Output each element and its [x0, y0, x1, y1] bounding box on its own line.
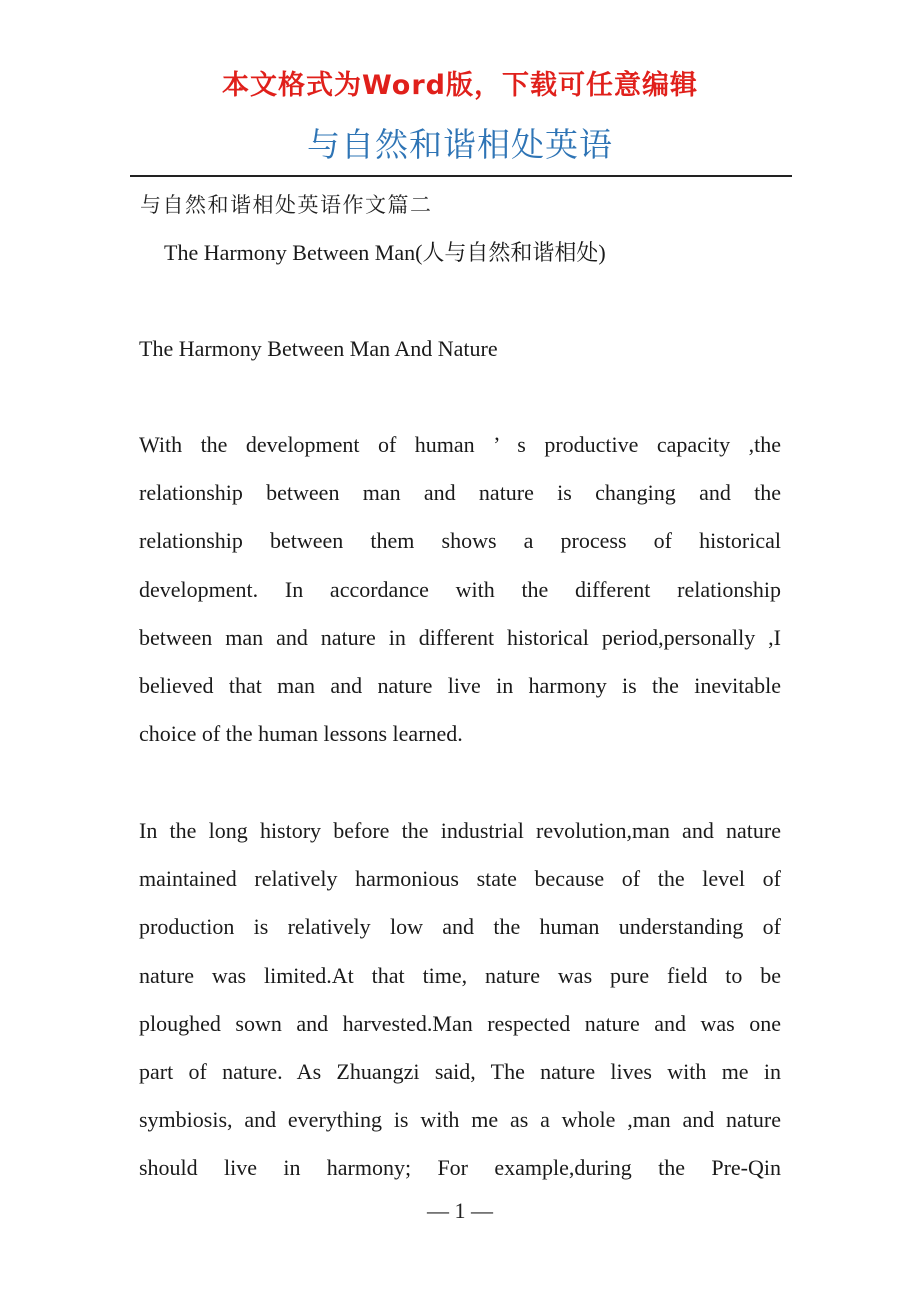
document-title: 与自然和谐相处英语 — [307, 125, 613, 164]
paragraph-2 — [139, 807, 781, 1193]
paragraph-line: symbiosis, and everything is with me as a whole ,man and nature — [139, 1107, 781, 1133]
paragraph-line: maintained relatively harmonious state because of the level of — [139, 866, 781, 892]
paragraph-line: development. In accordance with the different relationship — [139, 576, 781, 602]
paragraph-line: In the long history before the industrial revolution,man and nature — [139, 818, 781, 843]
paragraph-line: With the development of human ’ s productive capacity ,the — [139, 432, 781, 457]
format-banner: 本文格式为Word版，下载可任意编辑 — [221, 70, 698, 101]
title-divider — [130, 175, 792, 177]
subtitle-chinese: 与自然和谐相处英语作文篇二 — [140, 193, 433, 217]
paragraph-line: production is relatively low and the human understanding of — [139, 914, 781, 940]
page-number: — 1 — — [427, 1198, 493, 1223]
paragraph-line: relationship between them shows a process of historical — [139, 528, 781, 554]
paragraph-line: relationship between man and nature is changing and the — [139, 480, 781, 506]
paragraph-line: choice of the human lessons learned. — [139, 721, 463, 747]
paragraph-line: part of nature. As Zhuangzi said, The nature lives with me in — [139, 1058, 781, 1084]
subtitle-english: The Harmony Between Man(人与自然和谐相处) — [164, 240, 606, 265]
paragraph-line: nature was limited.At that time, nature was pure field to be — [139, 962, 781, 988]
paragraph-line: between man and nature in different historical period,personally ,I — [139, 624, 781, 650]
paragraph-line: should live in harmony; For example,during the Pre-Qin — [139, 1155, 781, 1181]
essay-heading: The Harmony Between Man And Nature — [139, 336, 498, 361]
paragraph-line: ploughed sown and harvested.Man respected nature and was one — [139, 1010, 781, 1036]
paragraph-1 — [139, 421, 781, 758]
paragraph-line: believed that man and nature live in harmony is the inevitable — [139, 672, 781, 698]
